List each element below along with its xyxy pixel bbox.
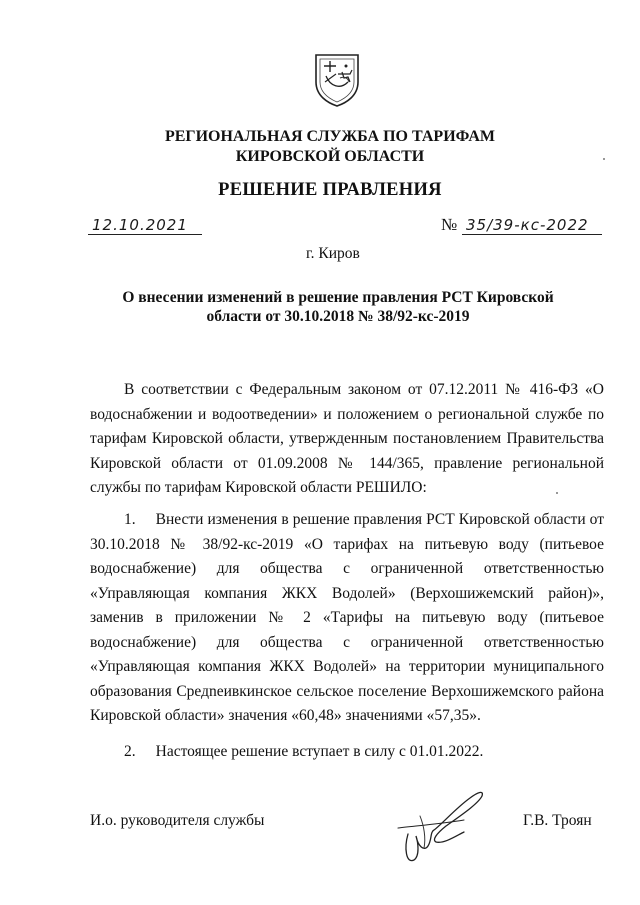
decision-item-1 — [90, 508, 604, 729]
item-text: Внести изменения в решение правления РСТ Кировской области от 30.10.2018 № 38/92-кс-2019 «О тарифах на питьевую воду (питьевое водоснабжение) для общества с ограниченной ответственностью «Управляющая компания ЖКХ Водолей» (Верхошижемский район)», заменив в приложении № 2 «Тарифы на питьевую воду (питьевое водоснабжение) для общества с ограниченной ответственностью «Управляющая компания ЖКХ Водолей» на территории муниципального образования Средneивкинское сельское поселение Верхошижемского района Кировской области» значения «60,48» значениями «57,35». — [90, 511, 604, 724]
scan-speck — [603, 158, 605, 160]
decision-item-2 — [90, 740, 604, 765]
item-text: Настоящее решение вступает в силу с 01.01.2022. — [155, 743, 484, 760]
handwritten-signature-icon — [394, 786, 490, 868]
preamble-paragraph: В соответствии с Федеральным законом от 07.12.2011 № 416-ФЗ «О водоснабжении и водоотведении» и положением о региональной службе по тарифам Кировской области, утвержденным постановлением Правительства Кировской области от 01.09.2008 № 144/365, правление региональной службы по тарифам Кировской области РЕШИЛО: — [90, 381, 604, 496]
subject-line2: области от 30.10.2018 № 38/92-кс-2019 — [206, 308, 470, 325]
item-number: 1. — [124, 511, 136, 528]
date-underline — [88, 234, 202, 235]
scan-speck — [556, 492, 558, 494]
signatory-position: И.о. руководителя службы — [90, 812, 265, 829]
subject-line1: О внесении изменений в решение правления РСТ Кировской — [122, 289, 554, 306]
org-name-line2: КИРОВСКОЙ ОБЛАСТИ — [235, 148, 425, 165]
coat-of-arms-icon — [312, 52, 362, 108]
document-number: 35/39-кс-2022 — [466, 216, 589, 234]
number-underline — [462, 234, 602, 235]
document-date: 12.10.2021 — [92, 216, 188, 234]
number-sign: № — [441, 215, 458, 234]
item-number: 2. — [124, 743, 136, 760]
document-type-title: РЕШЕНИЕ ПРАВЛЕНИЯ — [218, 180, 442, 200]
signatory-name: Г.В. Троян — [523, 812, 592, 829]
city-name: г. Киров — [306, 245, 360, 262]
org-name-line1: РЕГИОНАЛЬНАЯ СЛУЖБА ПО ТАРИФАМ — [164, 128, 496, 145]
